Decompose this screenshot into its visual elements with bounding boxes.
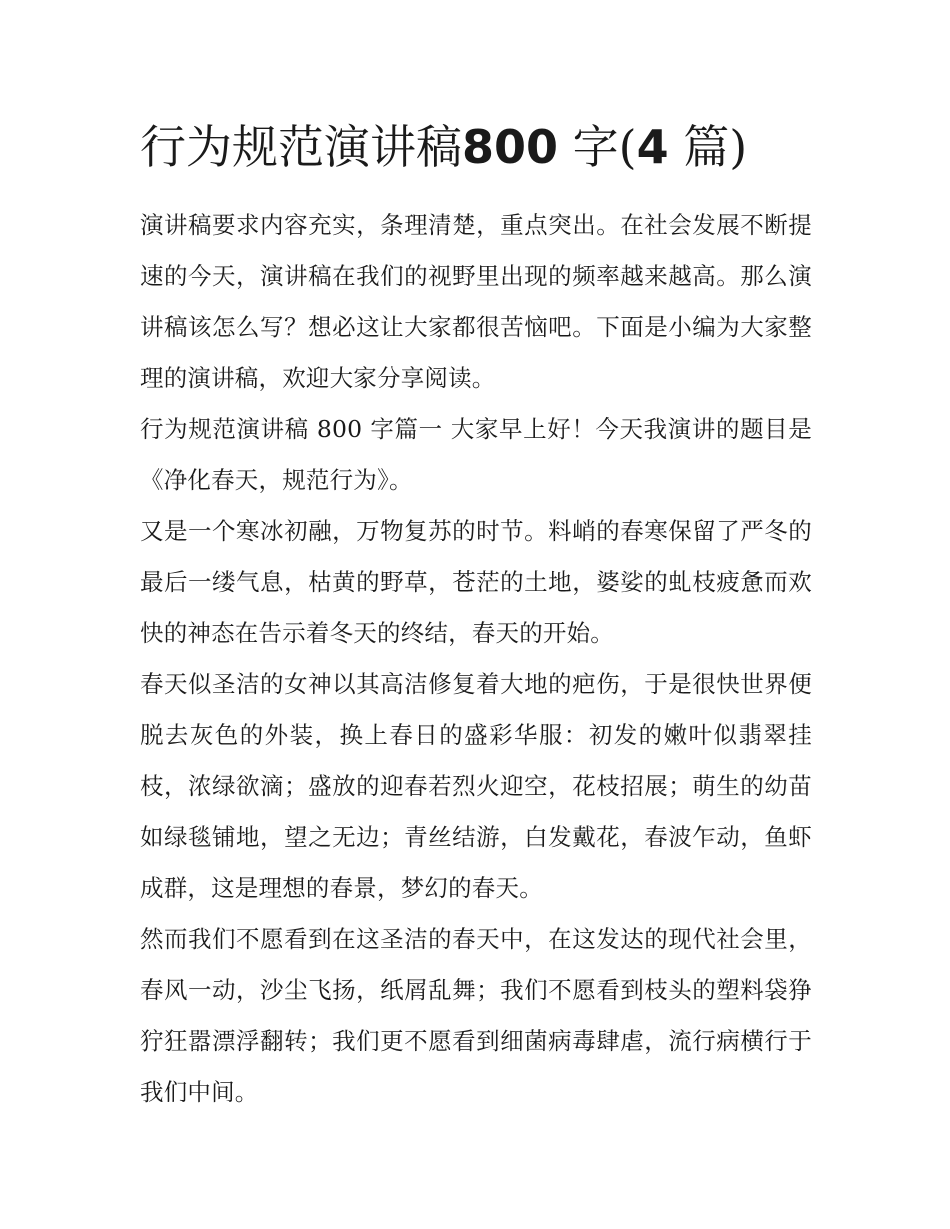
document-title: [140, 118, 840, 176]
title-number: 800: [462, 120, 559, 174]
paragraph-spring-scenery: 春天似圣洁的女神以其高洁修复着大地的疤伤，于是很快世界便脱去灰色的外装，换上春日的盛彩华服：初发的嫩叶似翡翠挂枝，浓绿欲滴；盛放的迎春若烈火迎空，花枝招展；萌生的幼苗如绿毯铺地，望之无边；青丝结游，白发戴花，春波乍动，鱼虾成群，这是理想的春景，梦幻的春天。: [140, 670, 812, 902]
title-text: 行为规范演讲稿: [140, 120, 462, 174]
paragraph-spring-season: 又是一个寒冰初融，万物复苏的时节。料峭的春寒保留了严冬的最后一缕气息，枯黄的野草，苍茫的土地，婆娑的虬枝疲惫而欢快的神态在告示着冬天的终结，春天的开始。: [140, 517, 812, 647]
document-body: [140, 200, 812, 1118]
title-text-mid: 字(: [572, 120, 637, 174]
title-text-end: 篇): [683, 120, 748, 174]
paragraph-speech-opening: 行为规范演讲稿 800 字篇一 大家早上好！今天我演讲的题目是《净化春天，规范行为》。: [140, 415, 812, 494]
title-count: 4: [636, 120, 669, 174]
paragraph-pollution: 然而我们不愿看到在这圣洁的春天中，在这发达的现代社会里，春风一动，沙尘飞扬，纸屑乱舞；我们不愿看到枝头的塑料袋狰狞狂嚣漂浮翻转；我们更不愿看到细菌病毒肆虐，流行病横行于我们中间。: [140, 925, 812, 1106]
paragraph-intro: 演讲稿要求内容充实，条理清楚，重点突出。在社会发展不断提速的今天，演讲稿在我们的视野里出现的频率越来越高。那么演讲稿该怎么写？想必这让大家都很苦恼吧。下面是小编为大家整理的演讲稿，欢迎大家分享阅读。: [140, 211, 812, 392]
